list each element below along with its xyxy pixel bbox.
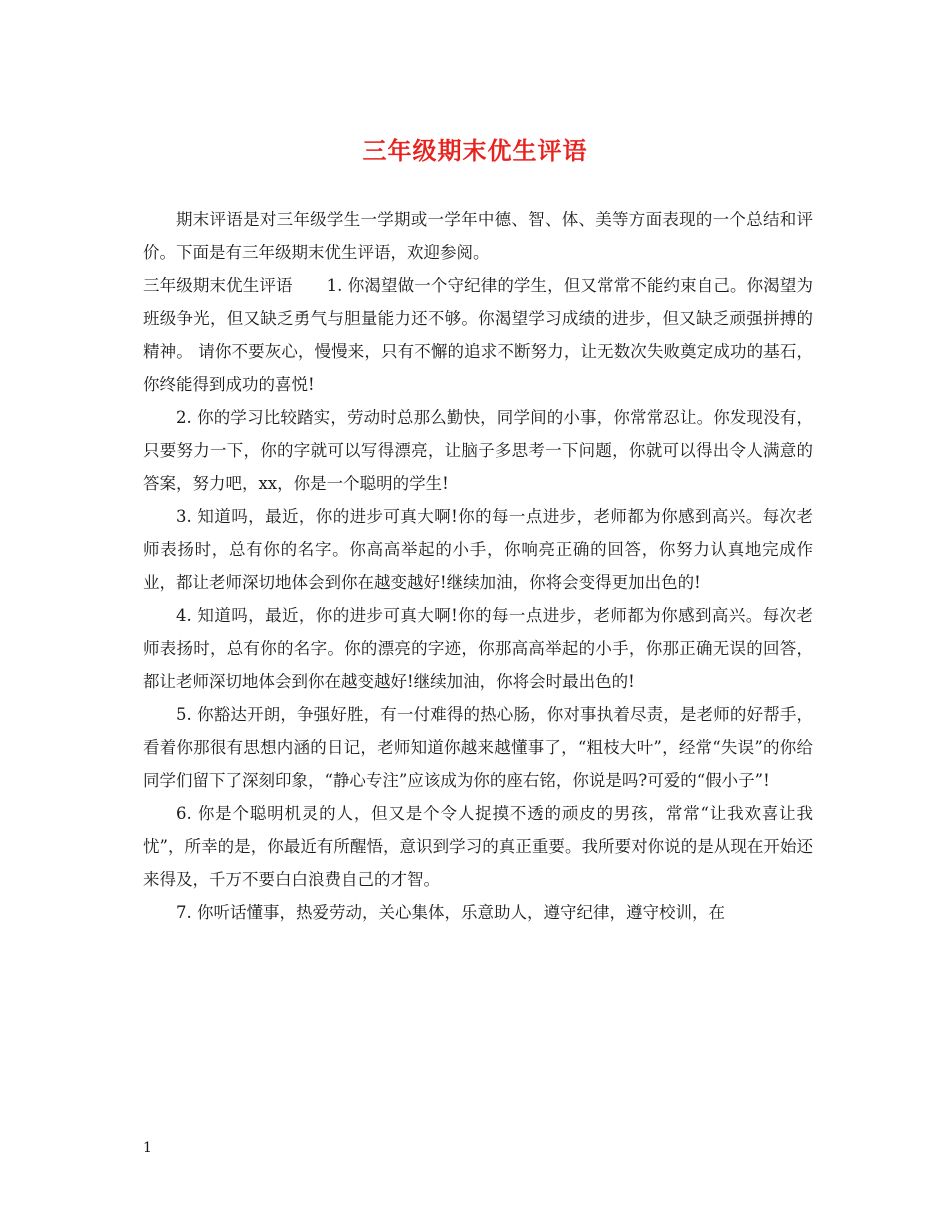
page-number: 1 [143,1140,152,1156]
section-heading: 三年级期末优生评语 [143,276,293,295]
page-title: 三年级期末优生评语 [362,136,588,165]
comment-paragraph-3: 3. 知道吗，最近，你的进步可真大啊!你的每一点进步，老师都为你感到高兴。每次老师表扬时，总有你的名字。你高高举起的小手，你响亮正确的回答，你努力认真地完成作业，都让老师深切地体会到你在越变越好!继续加油，你将会变得更加出色的! [143,507,813,592]
comment-paragraph-2: 2. 你的学习比较踏实，劳动时总那么勤快，同学间的小事，你常常忍让。你发现没有，只要努力一下，你的字就可以写得漂亮，让脑子多思考一下问题，你就可以得出令人满意的答案，努力吧，xx，你是一个聪明的学生! [143,408,813,493]
comment-paragraph-7: 7. 你听话懂事，热爱劳动，关心集体，乐意助人，遵守纪律，遵守校训，在 [176,903,725,922]
first-comment-paragraph [143,269,813,401]
intro-paragraph: 期末评语是对三年级学生一学期或一学年中德、智、体、美等方面表现的一个总结和评价。下面是有三年级期末优生评语，欢迎参阅。 [143,210,813,262]
document-body [143,203,813,929]
comment-paragraph-5: 5. 你豁达开朗，争强好胜，有一付难得的热心肠，你对事执着尽责，是老师的好帮手，看着你那很有思想内涵的日记，老师知道你越来越懂事了，“粗枝大叶”，经常“失误”的你给同学们留下了深刻印象，“静心专注”应该成为你的座右铭，你说是吗?可爱的“假小子”! [143,705,813,790]
comment-paragraph-6: 6. 你是个聪明机灵的人，但又是个令人捉摸不透的顽皮的男孩，常常“让我欢喜让我忧”，所幸的是，你最近有所醒悟，意识到学习的真正重要。我所要对你说的是从现在开始还来得及，千万不要白白浪费自己的才智。 [143,804,813,889]
comment-paragraph-4: 4. 知道吗，最近，你的进步可真大啊!你的每一点进步，老师都为你感到高兴。每次老师表扬时，总有你的名字。你的漂亮的字迹，你那高高举起的小手，你那正确无误的回答，都让老师深切地体会到你在越变越好!继续加油，你将会时最出色的! [143,606,813,691]
comment-paragraph-1: 1. 你渴望做一个守纪律的学生，但又常常不能约束自己。你渴望为班级争光，但又缺乏勇气与胆量能力还不够。你渴望学习成绩的进步，但又缺乏顽强拼搏的精神。 请你不要灰心，慢慢来，只有不懈的追求不断努力，让无数次失败奠定成功的基石，你终能得到成功的喜悦! [143,276,814,394]
